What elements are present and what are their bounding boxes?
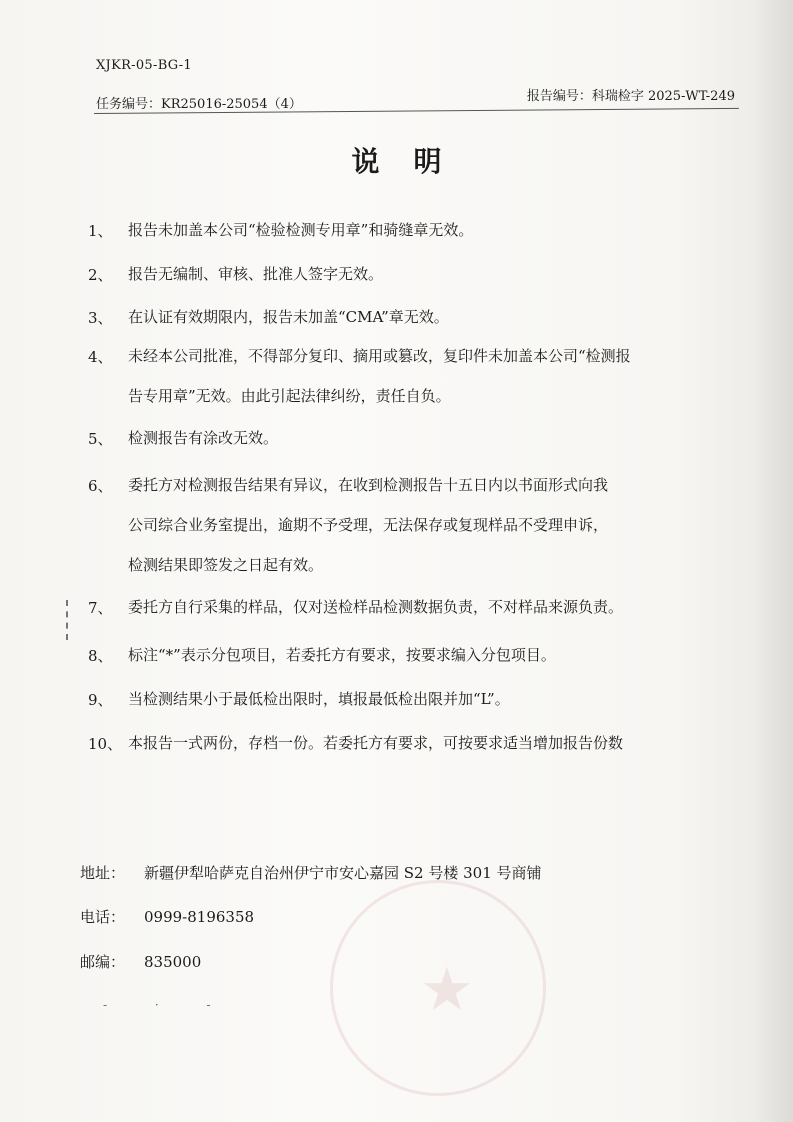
address-label: 地址： (80, 864, 126, 882)
seal-star-icon: ★ (420, 955, 474, 1025)
item-number: 2、 (88, 266, 113, 284)
phone-line (80, 906, 254, 927)
item-text: 本报告一式两份，存档一份。若委托方有要求，可按要求适当增加报告份数 (128, 734, 624, 752)
item-number: 9、 (88, 691, 113, 709)
item-number: 10、 (88, 735, 123, 753)
item-text: 在认证有效期限内，报告未加盖“CMA”章无效。 (128, 308, 449, 326)
address-value: 新疆伊犁哈萨克自治州伊宁市安心嘉园 S2 号楼 301 号商铺 (144, 864, 542, 882)
item-text: 报告未加盖本公司“检验检测专用章”和骑缝章无效。 (128, 221, 474, 239)
item-number: 3、 (88, 309, 113, 327)
phone-value: 0999-8196358 (144, 908, 255, 926)
address-line (80, 862, 542, 883)
item-number: 1、 (88, 222, 113, 240)
postcode-line (80, 951, 201, 972)
item-text: 当检测结果小于最低检出限时，填报最低检出限并加“L”。 (128, 690, 510, 708)
item-text: 标注“*”表示分包项目，若委托方有要求，按要求编入分包项目。 (128, 646, 556, 664)
item-text: 检测报告有涂改无效。 (128, 429, 279, 447)
item-text: 报告无编制、审核、批准人签字无效。 (128, 265, 384, 283)
task-number: 任务编号：KR25016-25054（4） (96, 97, 302, 112)
postcode-value: 835000 (144, 953, 202, 971)
postcode-label: 邮编： (80, 953, 126, 971)
item-text: 委托方对检测报告结果有异议，在收到检测报告十五日内以书面形式向我 (128, 476, 609, 494)
item-text: 告专用章”无效。由此引起法律纠纷，责任自负。 (128, 387, 451, 405)
item-number: 8、 (88, 647, 113, 665)
item-text: 委托方自行采集的样品，仅对送检样品检测数据负责，不对样品来源负责。 (128, 598, 624, 616)
phone-label: 电话： (80, 908, 126, 926)
item-text: 检测结果即签发之日起有效。 (128, 556, 324, 574)
item-number: 5、 (88, 430, 113, 448)
report-number: 报告编号：科瑞检字 2025-WT-249 (526, 89, 735, 104)
page-title: 说明 (351, 145, 476, 178)
item-number: 4、 (88, 348, 113, 366)
margin-binding-mark (66, 600, 70, 640)
item-text: 未经本公司批准，不得部分复印、摘用或篡改，复印件未加盖本公司“检测报 (128, 347, 631, 365)
item-text: 公司综合业务室提出，逾期不予受理，无法保存或复现样品不受理申诉， (128, 516, 609, 534)
scan-specks: - · - (103, 998, 233, 1012)
item-number: 6、 (88, 477, 113, 495)
form-code: XJKR-05-BG-1 (96, 58, 192, 73)
item-number: 7、 (88, 599, 113, 617)
